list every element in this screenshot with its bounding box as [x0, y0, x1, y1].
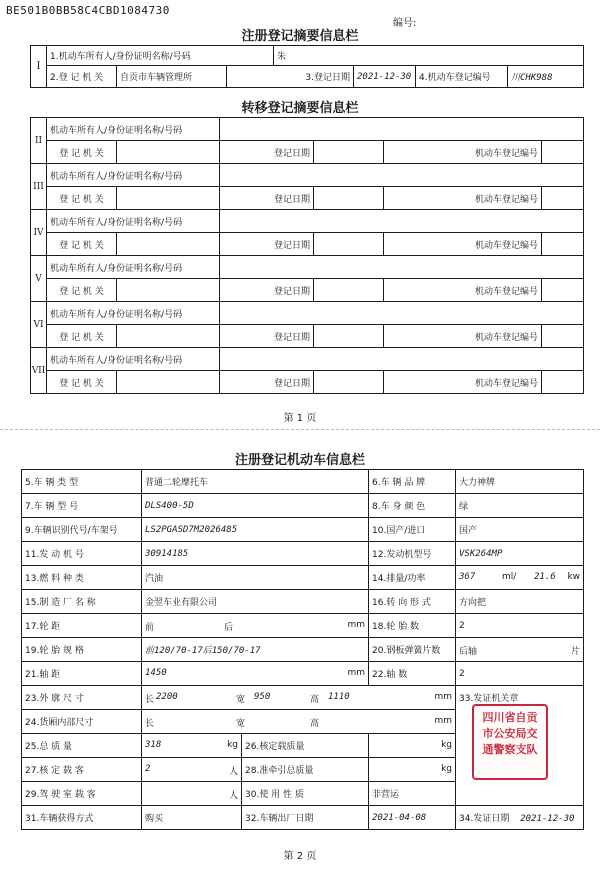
transfer-date-label: 登记日期 [220, 371, 314, 394]
vehicle-field-value: DLS400-5D [142, 494, 369, 518]
summary-title: 注册登记摘要信息栏 [241, 29, 359, 44]
transfer-authority-value [117, 325, 220, 348]
transfer-owner-label: 机动车所有人/身份证明名称/号码 [47, 302, 220, 325]
vehicle-info-row [22, 662, 584, 686]
vehicle-info-row [22, 494, 584, 518]
vehicle-field-label: 23.外 廓 尺 寸 [22, 686, 142, 710]
vehicle-field-value [456, 662, 584, 686]
issue-date-cell [456, 806, 584, 830]
transfer-owner-label: 机动车所有人/身份证明名称/号码 [47, 118, 220, 141]
person-unit: 人 [228, 767, 238, 777]
regno-label: 4.机动车登记编号 [416, 66, 508, 88]
transfer-owner-value [220, 210, 584, 233]
vehicle-field-text: 绿 [459, 502, 469, 512]
transfer-authority-value [117, 233, 220, 256]
register-date-label: 3.登记日期 [227, 66, 354, 88]
transfer-regno-value [542, 233, 584, 256]
vehicle-field-value [142, 734, 242, 758]
displacement-power-value [456, 566, 584, 590]
vehicle-field-text: 国产 [459, 526, 478, 536]
transfer-regno-value [542, 371, 584, 394]
vehicle-field-text: 2 [459, 620, 465, 631]
roman-numeral: VII [31, 348, 47, 394]
vehicle-field-label: 18.轮 胎 数 [369, 614, 456, 638]
vehicle-field-value: 购买 [142, 806, 242, 830]
vehicle-info-row [22, 518, 584, 542]
mm-unit: mm [347, 620, 366, 630]
vehicle-field-text: 方向把 [459, 598, 487, 608]
vehicle-field-label: 7.车 辆 型 号 [22, 494, 142, 518]
vehicle-field-label: 11.发 动 机 号 [22, 542, 142, 566]
transfer-owner-row [31, 302, 584, 325]
vehicle-field-label: 24.货厢内部尺寸 [22, 710, 142, 734]
regno-value: 川CHK988 [508, 66, 584, 88]
transfer-authority-label: 登 记 机 关 [47, 233, 117, 256]
kg-unit: kg [227, 740, 238, 750]
vehicle-field-value [142, 470, 369, 494]
long-unit: 长 [145, 719, 155, 729]
vehicle-field-label: 32.车辆出厂日期 [242, 806, 369, 830]
high-unit: 高 [310, 695, 320, 705]
vehicle-field-value: 30914185 [142, 542, 369, 566]
transfer-owner-row [31, 348, 584, 371]
transfer-regno-label: 机动车登记编号 [384, 141, 542, 164]
transfer-owner-label: 机动车所有人/身份证明名称/号码 [47, 256, 220, 279]
vehicle-field-text: 2 [145, 764, 151, 774]
roman-numeral: III [31, 164, 47, 210]
transfer-regno-value [542, 279, 584, 302]
transfer-regno-label: 机动车登记编号 [384, 187, 542, 210]
vehicle-info-row [22, 542, 584, 566]
piece-unit: 片 [571, 647, 581, 657]
front-unit: 前 [145, 623, 155, 633]
vehicle-info-row [22, 806, 584, 830]
transfer-authority-label: 登 记 机 关 [47, 371, 117, 394]
transfer-regno-label: 机动车登记编号 [384, 233, 542, 256]
register-date-value: 2021-12-30 [354, 66, 416, 88]
vehicle-field-value [456, 470, 584, 494]
vehicle-field-label: 5.车 辆 类 型 [22, 470, 142, 494]
outer-dimension-value [142, 686, 456, 710]
outer-width: 950 [254, 692, 271, 702]
transfer-info-row [31, 141, 584, 164]
vehicle-field-value: VSK264MP [456, 542, 584, 566]
kw-unit: kw [567, 572, 581, 582]
vehicle-field-label: 29.驾 驶 室 载 客 [22, 782, 142, 806]
vehicle-field-label: 19.轮 胎 规 格 [22, 638, 142, 662]
mm-unit: mm [434, 716, 453, 726]
transfer-owner-value [220, 118, 584, 141]
transfer-info-row [31, 371, 584, 394]
transfer-owner-row [31, 118, 584, 141]
vehicle-field-value [369, 782, 456, 806]
transfer-info-row [31, 187, 584, 210]
vehicle-field-label: 30.使 用 性 质 [242, 782, 369, 806]
kg-unit: kg [441, 740, 453, 750]
owner-value: 朱 [274, 46, 584, 66]
vehicle-field-label: 16.转 向 形 式 [369, 590, 456, 614]
ml-unit: ml/ [502, 572, 517, 582]
vehicle-field-label: 25.总 质 量 [22, 734, 142, 758]
vehicle-info-row [22, 566, 584, 590]
transfer-authority-label: 登 记 机 关 [47, 141, 117, 164]
transfer-authority-value [117, 279, 220, 302]
vehicle-field-value [369, 734, 456, 758]
rear-unit: 后 [224, 623, 234, 633]
document-serial: BE501B0BB58C4CBD1084730 [6, 4, 170, 17]
high-unit: 高 [310, 719, 320, 729]
vehicle-field-label: 26.核定载质量 [242, 734, 369, 758]
vehicle-field-label: 13.燃 料 种 类 [22, 566, 142, 590]
transfer-regno-label: 机动车登记编号 [384, 371, 542, 394]
vehicle-field-text: 普通二轮摩托车 [145, 478, 209, 488]
vehicle-field-value [142, 590, 369, 614]
transfer-regno-value [542, 141, 584, 164]
vehicle-field-label: 17.轮 距 [22, 614, 142, 638]
transfer-authority-value [117, 187, 220, 210]
vehicle-field-value [456, 590, 584, 614]
vehicle-field-text: 非营运 [372, 790, 400, 800]
vehicle-field-value [369, 758, 456, 782]
vehicle-field-value [142, 782, 242, 806]
seal-line: 四川省自贡 [482, 711, 538, 724]
mm-unit: mm [434, 692, 453, 702]
transfer-date-value [314, 371, 384, 394]
vehicle-field-label: 6.车 辆 品 牌 [369, 470, 456, 494]
owner-label: 1.机动车所有人/身份证明名称/号码 [47, 46, 274, 66]
transfer-owner-row [31, 164, 584, 187]
displacement-value: 367 [459, 572, 476, 582]
vehicle-info-row [22, 638, 584, 662]
mm-unit: mm [347, 668, 366, 678]
leaf-spring-value [456, 638, 584, 662]
transfer-date-label: 登记日期 [220, 279, 314, 302]
transfer-owner-value [220, 164, 584, 187]
vehicle-field-label: 14.排量/功率 [369, 566, 456, 590]
transfer-owner-value [220, 302, 584, 325]
transfer-date-value [314, 279, 384, 302]
roman-numeral: VI [31, 302, 47, 348]
vehicle-field-text: 大力神牌 [459, 478, 496, 488]
outer-length: 2200 [156, 692, 178, 702]
transfer-info-row [31, 279, 584, 302]
transfer-info-row [31, 325, 584, 348]
transfer-owner-label: 机动车所有人/身份证明名称/号码 [47, 348, 220, 371]
vehicle-field-label: 9.车辆识别代号/车架号 [22, 518, 142, 542]
outer-height: 1110 [328, 692, 350, 702]
transfer-owner-row [31, 210, 584, 233]
vehicle-field-label: 8.车 身 颜 色 [369, 494, 456, 518]
transfer-owner-row [31, 256, 584, 279]
power-value: 21.6 [534, 572, 556, 582]
seal-line: 通警察支队 [482, 743, 538, 756]
vehicle-field-value: LS2PGASD7M2026485 [142, 518, 369, 542]
transfer-info-row [31, 233, 584, 256]
vehicle-field-label: 15.制 造 厂 名 称 [22, 590, 142, 614]
vehicle-field-text: 汽油 [145, 574, 164, 584]
transfer-date-label: 登记日期 [220, 187, 314, 210]
roman-I: I [31, 46, 47, 88]
track-value [142, 614, 369, 638]
transfer-date-value [314, 325, 384, 348]
vehicle-info-title: 注册登记机动车信息栏 [234, 453, 365, 468]
page-1-label: 第 1 页 [283, 413, 317, 424]
wide-unit: 宽 [236, 719, 246, 729]
transfer-date-label: 登记日期 [220, 233, 314, 256]
transfer-regno-label: 机动车登记编号 [384, 325, 542, 348]
vehicle-field-text: 2 [459, 668, 465, 679]
seal-line: 市公安局交 [482, 727, 538, 740]
vehicle-info-row [22, 590, 584, 614]
vehicle-field-label: 10.国产/进口 [369, 518, 456, 542]
page-2-label: 第 2 页 [283, 851, 317, 862]
long-unit: 长 [145, 695, 155, 705]
transfer-date-value [314, 233, 384, 256]
vehicle-field-value [142, 758, 242, 782]
authority-label: 2.登 记 机 关 [47, 66, 117, 88]
vehicle-info-row [22, 614, 584, 638]
vehicle-field-label: 27.核 定 载 客 [22, 758, 142, 782]
transfer-title: 转移登记摘要信息栏 [241, 101, 359, 116]
transfer-date-label: 登记日期 [220, 325, 314, 348]
kg-unit: kg [441, 764, 453, 774]
issue-date-value: 2021-12-30 [520, 814, 575, 824]
vehicle-field-text: 金翌车业有限公司 [145, 598, 218, 608]
transfer-owner-value [220, 348, 584, 371]
vehicle-field-label: 22.轴 数 [369, 662, 456, 686]
rear-axle-unit: 后轴 [459, 647, 478, 657]
transfer-regno-value [542, 325, 584, 348]
issuing-authority-label: 33.发证机关章 [459, 694, 519, 704]
transfer-owner-value [220, 256, 584, 279]
vehicle-field-label: 21.轴 距 [22, 662, 142, 686]
vehicle-field-value [456, 518, 584, 542]
vehicle-field-label: 31.车辆获得方式 [22, 806, 142, 830]
vehicle-field-text: 318 [145, 740, 162, 750]
wheelbase-text: 1450 [145, 668, 167, 678]
issue-date-label: 34.发证日期 [459, 814, 510, 824]
vehicle-field-label: 28.准牵引总质量 [242, 758, 369, 782]
transfer-date-value [314, 141, 384, 164]
roman-numeral: II [31, 118, 47, 164]
cargo-dimension-value [142, 710, 456, 734]
transfer-owner-label: 机动车所有人/身份证明名称/号码 [47, 210, 220, 233]
authority-value: 自贡市车辆管理所 [117, 66, 227, 88]
transfer-authority-value [117, 141, 220, 164]
vehicle-field-label: 12.发动机型号 [369, 542, 456, 566]
transfer-date-value [314, 187, 384, 210]
roman-numeral: IV [31, 210, 47, 256]
person-unit: 人 [228, 791, 238, 801]
wheelbase-value [142, 662, 369, 686]
roman-numeral: V [31, 256, 47, 302]
transfer-authority-value [117, 371, 220, 394]
transfer-authority-label: 登 记 机 关 [47, 325, 117, 348]
summary-table [30, 45, 584, 88]
transfer-table [30, 117, 584, 394]
transfer-owner-label: 机动车所有人/身份证明名称/号码 [47, 164, 220, 187]
transfer-authority-label: 登 记 机 关 [47, 187, 117, 210]
transfer-date-label: 登记日期 [220, 141, 314, 164]
tire-spec-value: 前120/70-17后150/70-17 [142, 638, 369, 662]
vehicle-field-label: 20.钢板弹簧片数 [369, 638, 456, 662]
vehicle-field-value [142, 566, 369, 590]
transfer-regno-value [542, 187, 584, 210]
number-label: 编号: [393, 18, 417, 29]
transfer-regno-label: 机动车登记编号 [384, 279, 542, 302]
page-separator [0, 429, 600, 430]
vehicle-field-value [456, 614, 584, 638]
wide-unit: 宽 [236, 695, 246, 705]
vehicle-info-row [22, 470, 584, 494]
issuing-authority-seal [472, 704, 548, 780]
transfer-authority-label: 登 记 机 关 [47, 279, 117, 302]
vehicle-field-value [456, 494, 584, 518]
manufacture-date-value: 2021-04-08 [369, 806, 456, 830]
